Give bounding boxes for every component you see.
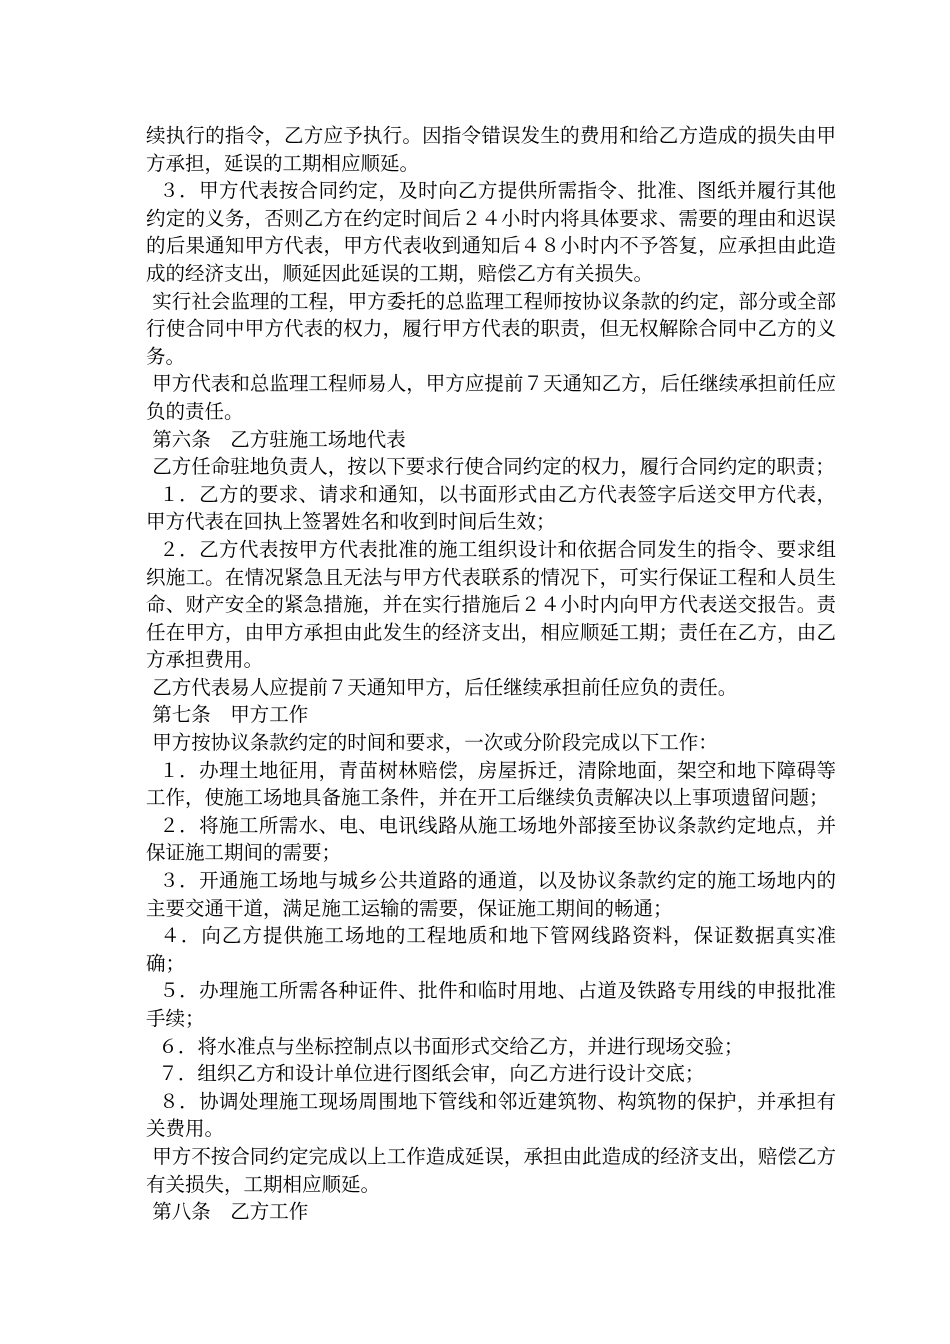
- paragraph: 实行社会监理的工程，甲方委托的总监理工程师按协议条款的约定，部分或全部行使合同中甲方代表的权力，履行甲方代表的职责，但无权解除合同中乙方的义务。: [146, 289, 836, 368]
- list-item: ２．将施工所需水、电、电讯线路从施工场地外部接至协议条款约定地点，并保证施工期间的需要；: [146, 813, 836, 865]
- paragraph: 甲方不按合同约定完成以上工作造成延误，承担由此造成的经济支出，赔偿乙方有关损失，工期相应顺延。: [146, 1144, 836, 1196]
- document-page: [146, 122, 836, 1226]
- paragraph: 乙方任命驻地负责人，按以下要求行使合同约定的权力，履行合同约定的职责；: [146, 455, 835, 479]
- section-heading: 第六条 乙方驻施工场地代表: [146, 427, 406, 451]
- section-heading: 第七条 甲方工作: [146, 703, 309, 727]
- paragraph: 续执行的指令，乙方应予执行。因指令错误发生的费用和给乙方造成的损失由甲方承担，延误的工期相应顺延。: [146, 124, 836, 175]
- list-item: ３．开通施工场地与城乡公共道路的通道，以及协议条款约定的施工场地内的主要交通干道，满足施工运输的需要，保证施工期间的畅通；: [146, 869, 836, 920]
- section-heading: 第八条 乙方工作: [146, 1200, 309, 1224]
- paragraph: 甲方按协议条款约定的时间和要求，一次或分阶段完成以下工作：: [146, 731, 718, 755]
- paragraph: 乙方代表易人应提前７天通知甲方，后任继续承担前任应负的责任。: [146, 675, 738, 699]
- list-item: ７．组织乙方和设计单位进行图纸会审，向乙方进行设计交底；: [146, 1062, 705, 1086]
- list-item: ８．协调处理施工现场周围地下管线和邻近建筑物、构筑物的保护，并承担有关费用。: [146, 1089, 836, 1141]
- list-item: ２．乙方代表按甲方代表批准的施工组织设计和依据合同发生的指令、要求组织施工。在情况紧急且无法与甲方代表联系的情况下，可实行保证工程和人员生命、财产安全的紧急措施，并在实行措施后２４小时内向甲方代表送交报告。责任在甲方，由甲方承担由此发生的经济支出，相应顺延工期；责任在乙方，由乙方承担费用。: [146, 537, 836, 672]
- paragraph: 甲方代表和总监理工程师易人，甲方应提前７天通知乙方，后任继续承担前任应负的责任。: [146, 372, 836, 423]
- paragraph: ３．甲方代表按合同约定，及时向乙方提供所需指令、批准、图纸并履行其他约定的义务，否则乙方在约定时间后２４小时内将具体要求、需要的理由和迟误的后果通知甲方代表，甲方代表收到通知后４８小时内不予答复，应承担由此造成的经济支出，顺延因此延误的工期，赔偿乙方有关损失。: [146, 179, 836, 285]
- list-item: １．办理土地征用，青苗树林赔偿，房屋拆迁，清除地面，架空和地下障碍等工作，使施工场地具备施工条件，并在开工后继续负责解决以上事项遗留问题；: [146, 758, 836, 810]
- list-item: ４．向乙方提供施工场地的工程地质和地下管网线路资料，保证数据真实准确；: [146, 924, 836, 975]
- list-item: １．乙方的要求、请求和通知，以书面形式由乙方代表签字后送交甲方代表，甲方代表在回执上签署姓名和收到时间后生效；: [146, 482, 836, 534]
- list-item: ６．将水准点与坐标控制点以书面形式交给乙方，并进行现场交验；: [146, 1034, 744, 1058]
- list-item: ５．办理施工所需各种证件、批件和临时用地、占道及铁路专用线的申报批准手续；: [146, 979, 836, 1030]
